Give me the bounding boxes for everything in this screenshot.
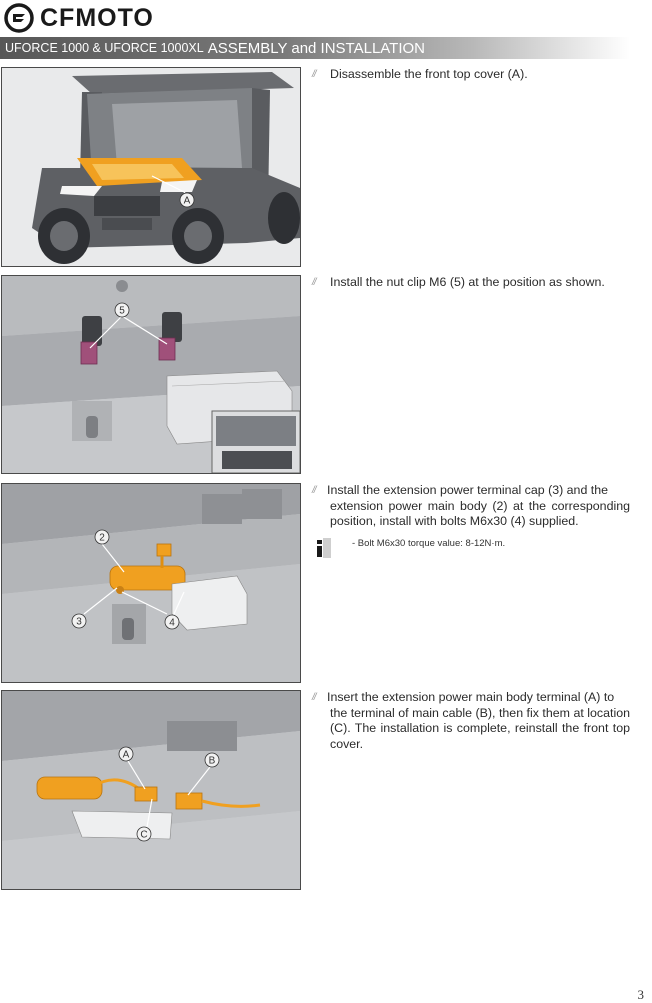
callout-label: A [183, 195, 191, 207]
callout-label: 2 [99, 532, 105, 544]
cfmoto-logo [4, 2, 154, 34]
step-2 [312, 275, 630, 291]
step-4-text-first-line: Insert the extension power main body terminal (A) to [327, 690, 615, 704]
step-marker: // [312, 277, 316, 288]
callout-label: A [122, 749, 130, 761]
step-3-text: extension power main body (2) at the corresponding position, install with bolts M6x30 (4) supplied. [330, 498, 630, 528]
torque-note: - Bolt M6x30 torque value: 8-12N·m. [352, 538, 506, 549]
callout-label: C [140, 829, 148, 841]
model-name: UFORCE 1000 & UFORCE 1000XL [5, 41, 204, 55]
step-1-illustration [1, 67, 301, 267]
step-4-illustration [1, 690, 301, 890]
callout-label: 4 [169, 617, 175, 629]
section-title-bar [0, 37, 630, 59]
step-3 [312, 483, 630, 530]
step-4-text: the terminal of main cable (B), then fix them at location (C). The installation is complete, reinstall the front top cover. [330, 705, 630, 751]
cfmoto-logo-icon [4, 3, 34, 33]
step-marker: // [312, 692, 316, 703]
page-number: 3 [637, 987, 644, 1002]
callout-label: 3 [76, 616, 82, 628]
callout-label: 5 [119, 305, 125, 317]
step-3-text-first-line: Install the extension power terminal cap (3) and the [327, 483, 609, 497]
step-1 [312, 67, 630, 83]
step-2-illustration [1, 275, 301, 474]
step-marker: // [312, 69, 316, 80]
step-4 [312, 690, 630, 752]
step-2-text: Install the nut clip M6 (5) at the position as shown. [330, 275, 605, 289]
step-3-illustration [1, 483, 301, 683]
step-1-text: Disassemble the front top cover (A). [330, 67, 528, 81]
info-icon [311, 538, 331, 558]
section-title: ASSEMBLY and INSTALLATION [207, 39, 426, 57]
step-marker: // [312, 485, 316, 496]
callout-label: B [208, 755, 216, 767]
brand-name: CFMOTO [40, 4, 154, 32]
